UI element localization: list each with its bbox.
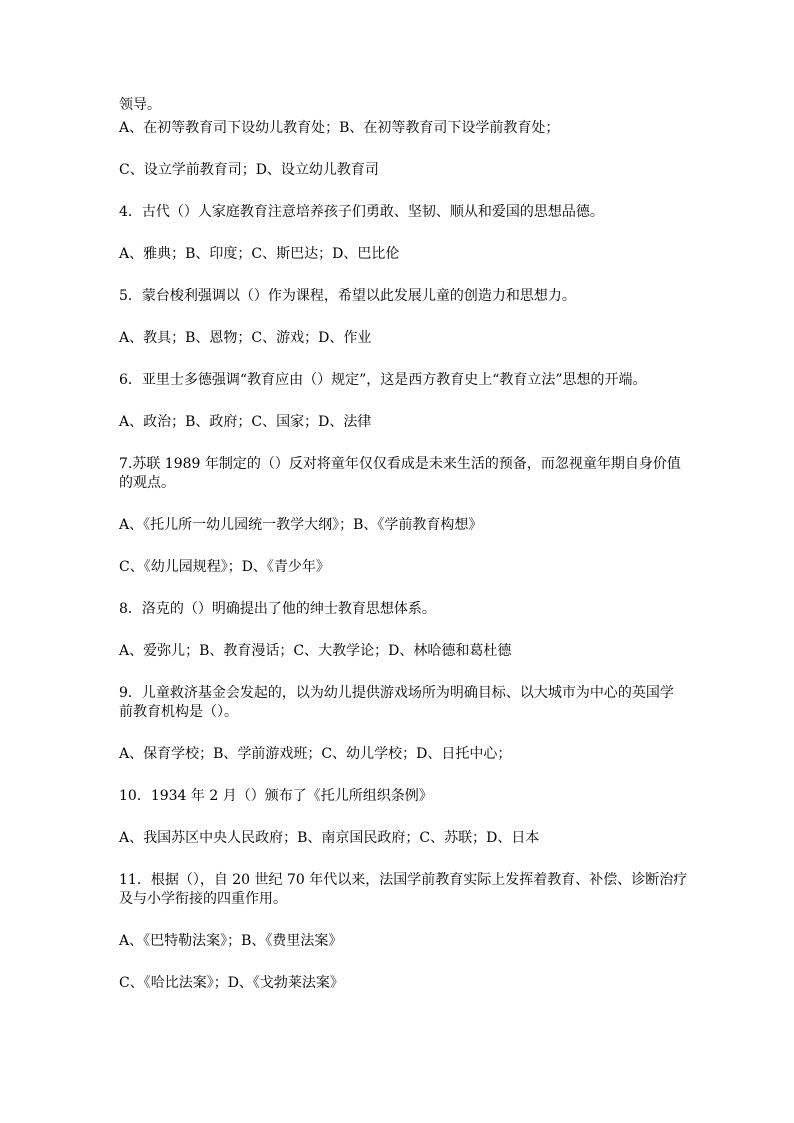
answer-options: A、保育学校；B、学前游戏班；C、幼儿学校；D、日托中心；: [119, 746, 512, 762]
text-line: 领导。: [119, 97, 161, 113]
question-6: 6．亚里士多德强调“教育应由（）规定”，这是西方教育史上“教育立法”思想的开端。: [119, 372, 647, 388]
answer-options: A、《巴特勒法案》；B、《费里法案》: [119, 933, 343, 949]
question-10: 10．1934 年 2 月（）颁布了《托儿所组织条例》: [119, 788, 433, 804]
answer-options: C、设立学前教育司；D、设立幼儿教育司: [119, 162, 379, 178]
answer-options: C、《哈比法案》；D、《戈勃莱法案》: [119, 975, 344, 991]
question-5: 5．蒙台梭利强调以（）作为课程，希望以此发展儿童的创造力和思想力。: [119, 288, 576, 304]
question-7-line-1: 7.苏联 1989 年制定的（）反对将童年仅仅看成是未来生活的预备，而忽视童年期自身价值: [119, 456, 681, 472]
answer-options: A、爱弥儿；B、教育漫话；C、大教学论；D、林哈德和葛杜德: [119, 643, 512, 659]
question-4: 4．古代（）人家庭教育注意培养孩子们勇敢、坚韧、顺从和爱国的思想品德。: [119, 204, 604, 220]
question-9-line-2: 前教育机构是（）。: [119, 704, 238, 720]
question-11-line-2: 及与小学衔接的四重作用。: [119, 891, 287, 907]
answer-options: A、政治；B、政府；C、国家；D、法律: [119, 414, 372, 430]
answer-options: A、在初等教育司下设幼儿教育处；B、在初等教育司下设学前教育处；: [119, 120, 560, 136]
question-11-line-1: 11．根据（），自 20 世纪 70 年代以来，法国学前教育实际上发挥着教育、补偿、诊断治疗: [119, 872, 688, 888]
answer-options: A、我国苏区中央人民政府；B、南京国民政府；C、苏联；D、日本: [119, 830, 540, 846]
answer-options: A、教具；B、恩物；C、游戏；D、作业: [119, 330, 372, 346]
question-7-line-2: 的观点。: [119, 475, 175, 491]
answer-options: A、《托儿所一幼儿园统一教学大纲》；B、《学前教育构想》: [119, 517, 483, 533]
question-9-line-1: 9．儿童救济基金会发起的，以为幼儿提供游戏场所为明确目标、以大城市为中心的英国学: [119, 685, 674, 701]
answer-options: A、雅典；B、印度；C、斯巴达；D、巴比伦: [119, 246, 400, 262]
document-page: [119, 96, 688, 993]
question-8: 8．洛克的（）明确提出了他的绅士教育思想体系。: [119, 601, 436, 617]
answer-options: C、《幼儿园规程》；D、《青少年》: [119, 559, 330, 575]
